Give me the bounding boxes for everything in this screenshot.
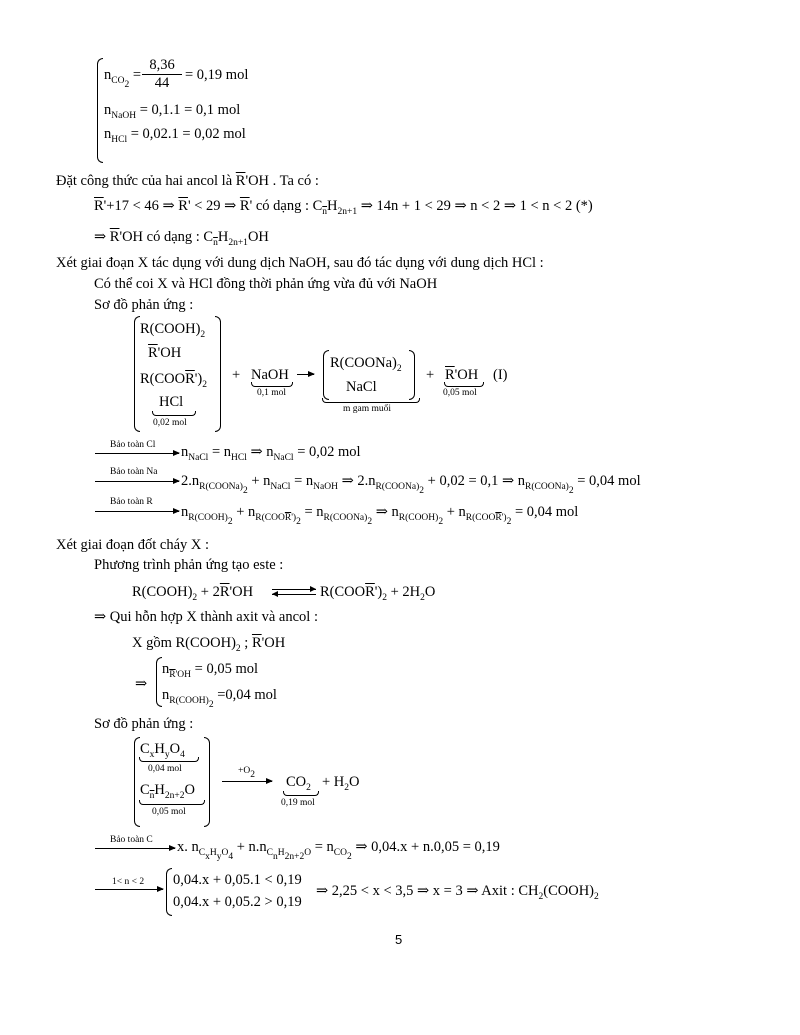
scheme1-r3: $R(COO\overline{R}')_2$ [140,371,207,390]
roh-underbrace [444,382,484,387]
n-hcl-line: $n_{HCl} = 0,02.1 = 0,02$ mol [104,126,246,145]
text-coi: Có thể coi X và HCl đồng thời phản ứng vừa đủ với NaOH [94,276,438,292]
text-ineq: $\overline{R}'+17 < 46$ ⇒ $\overline{R}' < 29$ ⇒ $\overline{R}'$ có dạng : $C_{\overline{n}}H_{2n+1}$ ⇒ 14n + 1 < 29 ⇒ n < 2 ⇒ 1 < n < 2 (*) [94,198,593,217]
c-arrow [95,848,175,849]
scheme2-right-brace [204,737,210,827]
product-left-brace [323,350,329,400]
co2-result: = 0,19 mol [185,67,249,83]
scheme1-right-brace [215,316,221,432]
text-pt: Phương trình phản ứng tạo este : [94,557,284,573]
o2-label: $+O_2$ [238,766,255,780]
na-eq: $2.n_{R(COONa)_2} + n_{NaCl} = n_{NaOH}$ ⇒ $2.n_{R(COONa)_2} + 0,02 = 0,1$ ⇒ $n_{R(COONa)_2} = 0,04$ mol [181,473,641,496]
co2-amount: 0,19 mol [281,798,315,808]
ester-eq: $R(COOH)_2 + 2\overline{R}'OH$ [132,584,254,603]
ester-rhs: $R(COO\overline{R}')_2 + 2H_2O$ [320,584,436,603]
r-label: Bảo toàn R [110,497,153,507]
scheme1-arrow [297,374,314,375]
mix-a: $n_{\overline{R}'OH} = 0,05$ mol [162,661,259,680]
scheme1-label: (I) [493,367,508,383]
cl-eq: $n_{NaCl} = n_{HCl}$ ⇒ $n_{NaCl} = 0,02$ mol [181,444,361,463]
scheme1-p1: $R(COONa)_2$ [330,355,402,374]
text-form: ⇒ $\overline{R}'OH$ có dạng : $C_{\overline{n}}H_{2n+1}OH$ [94,229,269,248]
page-number: 5 [395,932,403,947]
r-eq: $n_{R(COOH)_2} + n_{R(COO\overline{R}')_2} = n_{R(COONa)_2}$ ⇒ $n_{R(COOH)_2} + n_{R(COO\overline{R}')_2} = 0,04$ mol [181,504,579,527]
co2-underbrace [283,791,319,796]
text-xet2: Xét giai đoạn đốt cháy X : [56,537,210,553]
n-co2-line: $n_{CO_2}$ = [104,67,142,90]
roh-amount: 0,05 mol [443,388,477,398]
c-label: Bảo toàn C [110,835,153,845]
co2-fraction: $\frac{8,36}{44}$ [142,57,182,92]
alcohol-amount: 0,05 mol [152,807,186,817]
na-arrow [95,481,179,482]
cl-label: Bảo toàn Cl [110,440,156,450]
c-eq: x. $n_{C_xH_yO_4} + n.n_{C_nH_{2n+2}O} = n_{CO_2}$ ⇒ 0,04.x + n.0,05 = 0,19 [177,839,500,862]
naoh-underbrace [251,382,293,387]
na-label: Bảo toàn Na [110,467,158,477]
cl-arrow [95,453,179,454]
scheme1-p3: $\overline{R}'OH$ [445,367,479,383]
text-xet1: Xét giai đoạn X tác dụng với dung dịch NaOH, sau đó tác dụng với dung dịch HCl : [56,255,544,271]
text-sodo2: Sơ đồ phản ứng : [94,716,194,732]
acid-amount: 0,04 mol [148,764,182,774]
mix-b: $n_{R(COOH)_2} =0,04$ mol [162,687,277,710]
hcl-amount: 0,02 mol [153,418,187,428]
ineq-arrow [95,889,163,890]
product-right-brace [409,350,415,400]
salt-amount: m gam muối [343,404,392,414]
scheme1-plus1: + [232,367,241,383]
text-sodo1: Sơ đồ phản ứng : [94,297,194,313]
ineq-brace [166,868,172,916]
ineq-1: 0,04.x + 0,05.1 < 0,19 [173,872,302,888]
mix-arrow: ⇒ [135,676,148,692]
scheme1-r2: $\overline{R}'OH$ [148,345,182,361]
salt-underbrace [322,398,420,403]
text-qui: ⇒ Qui hỗn hợp X thành axit và ancol : [94,609,318,625]
naoh-amount: 0,1 mol [257,388,287,398]
hcl-underbrace [152,411,196,416]
mole-brace [97,58,103,163]
text-dat: Đặt công thức của hai ancol là $\overline{R}'OH$ . Ta có : [56,173,319,189]
scheme1-naoh: NaOH [251,367,289,383]
r-arrow [95,511,179,512]
alcohol-underbrace [139,800,205,805]
acid-underbrace [139,757,199,762]
scheme2-r2: $C_{\overline{n}}H_{2n+2}O$ [140,782,195,801]
scheme1-p2: NaCl [346,379,377,395]
conclusion: ⇒ 2,25 < x < 3,5 ⇒ x = 3 ⇒ Axit : $CH_2(COOH)_2$ [316,883,599,902]
scheme1-plus2: + [426,367,435,383]
scheme2-co2: $CO_2$ [286,774,311,793]
scheme2-arrow [222,781,272,782]
scheme1-r4: HCl [159,394,184,410]
scheme2-r1: $C_xH_yO_4$ [140,741,185,760]
n-naoh-line: $n_{NaOH} = 0,1.1 = 0,1$ mol [104,102,241,121]
ineq-label: 1< n < 2 [112,877,145,887]
equilibrium-arrows [272,587,316,597]
text-xgom: X gồm $R(COOH)_2$ ; $\overline{R}'OH$ [132,635,286,654]
scheme1-r1: $R(COOH)_2$ [140,321,206,340]
ineq-2: 0,04.x + 0,05.2 > 0,19 [173,894,302,910]
scheme2-h2o: + $H_2O$ [322,774,360,793]
